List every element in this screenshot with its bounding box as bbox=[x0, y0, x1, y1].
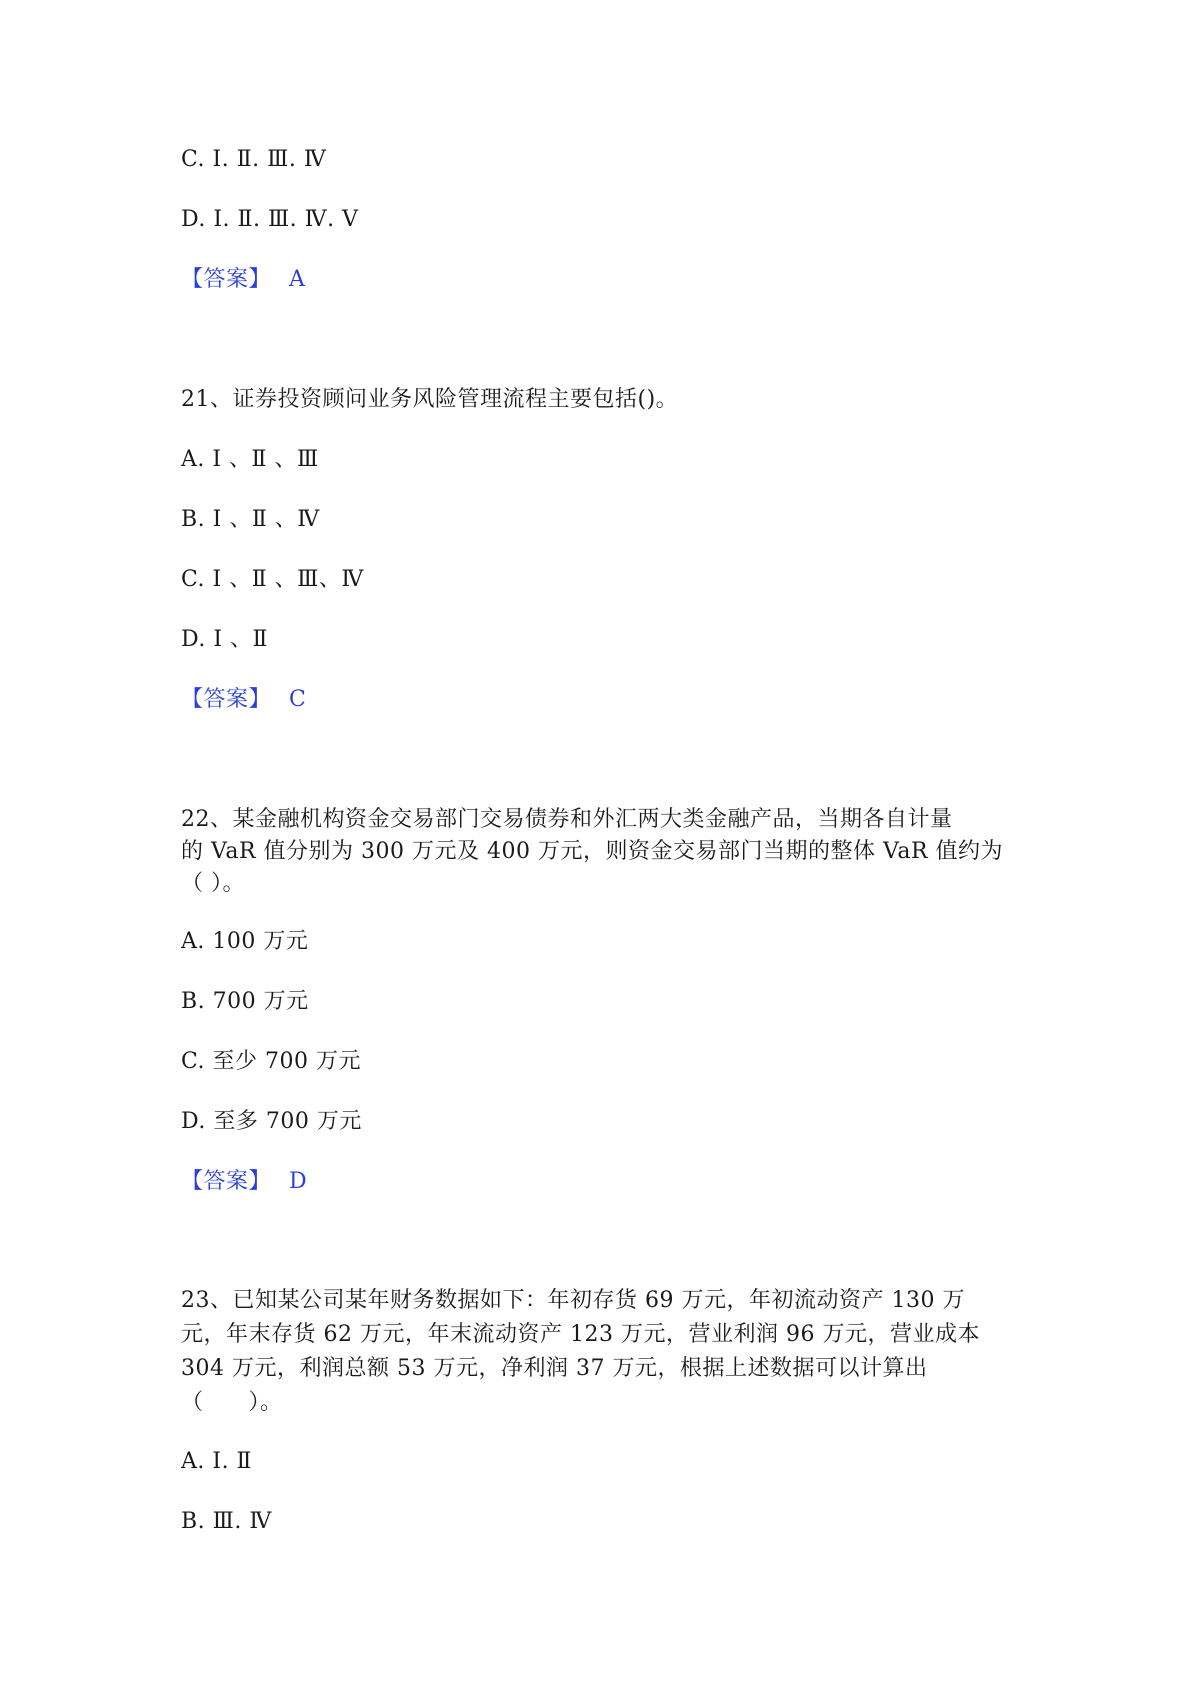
q22-option-c: C. 至少 700 万元 bbox=[181, 1049, 362, 1074]
q21-option-b: B. Ⅰ 、Ⅱ 、Ⅳ bbox=[181, 507, 320, 532]
q23-option-a: A. Ⅰ. Ⅱ bbox=[181, 1449, 253, 1474]
q22-stem-line-3: （ ）。 bbox=[181, 871, 245, 896]
q22-stem-line-1: 22、某金融机构资金交易部门交易债券和外汇两大类金融产品，当期各自计量 bbox=[181, 807, 953, 832]
q23-stem-line-4: （ ）。 bbox=[181, 1390, 283, 1415]
q22-answer bbox=[181, 1166, 307, 1198]
q23-option-b: B. Ⅲ. Ⅳ bbox=[181, 1509, 272, 1534]
answer-value: C bbox=[289, 687, 307, 712]
q21-stem: 21、证券投资顾问业务风险管理流程主要包括()。 bbox=[181, 387, 679, 412]
q21-option-c: C. Ⅰ 、Ⅱ 、Ⅲ、Ⅳ bbox=[181, 567, 364, 592]
answer-label: 【答案】 bbox=[181, 1169, 272, 1194]
q21-option-d: D. Ⅰ 、Ⅱ bbox=[181, 627, 268, 652]
q21-answer bbox=[181, 684, 306, 716]
q23-stem-line-3: 304 万元，利润总额 53 万元，净利润 37 万元，根据上述数据可以计算出 bbox=[181, 1356, 928, 1381]
q21-option-a: A. Ⅰ 、Ⅱ 、Ⅲ bbox=[181, 447, 319, 472]
q23-stem-line-2: 元，年末存货 62 万元，年末流动资产 123 万元，营业利润 96 万元，营业成本 bbox=[181, 1322, 980, 1347]
answer-value: D bbox=[289, 1169, 308, 1194]
q20-option-d: D. Ⅰ. Ⅱ. Ⅲ. Ⅳ. Ⅴ bbox=[181, 207, 359, 232]
answer-label: 【答案】 bbox=[181, 267, 272, 292]
q20-answer bbox=[181, 264, 305, 296]
q22-option-b: B. 700 万元 bbox=[181, 989, 309, 1014]
q22-option-a: A. 100 万元 bbox=[181, 929, 309, 954]
q22-option-d: D. 至多 700 万元 bbox=[181, 1109, 362, 1134]
q22-stem-line-2: 的 VaR 值分别为 300 万元及 400 万元，则资金交易部门当期的整体 VaR 值约为 bbox=[181, 839, 1004, 864]
q23-stem-line-1: 23、已知某公司某年财务数据如下：年初存货 69 万元，年初流动资产 130 万 bbox=[181, 1288, 965, 1313]
q20-option-c: C. Ⅰ. Ⅱ. Ⅲ. Ⅳ bbox=[181, 147, 327, 172]
answer-value: A bbox=[289, 267, 306, 292]
answer-label: 【答案】 bbox=[181, 687, 272, 712]
